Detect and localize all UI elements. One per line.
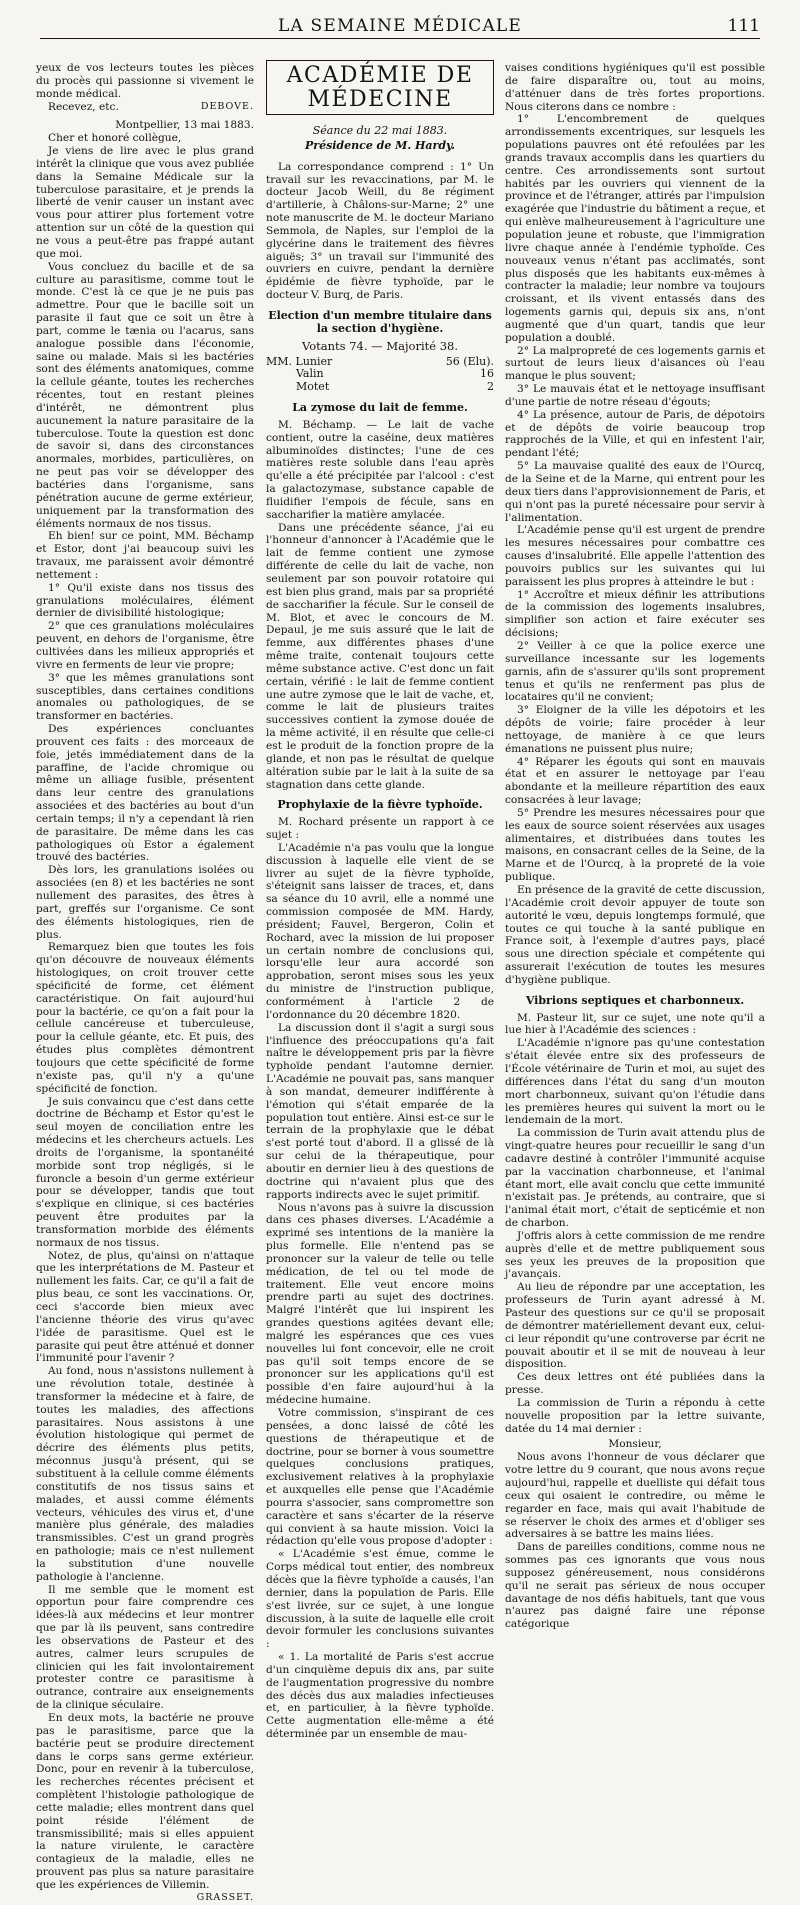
paragraph: 1° L'encombrement de quelques arrondissements excentriques, sur lesquels les populations pauvres ont été refoulées par les grands travaux accomplis dans les quartiers du centre. Ces arrondissements sont surtout habités par les ouvriers qui viennent de la province et de l'étranger, attirés par l'impulsion exagérée que l'industrie du bâtiment a reçue, et qui enlève malheureusement à l'agriculture une population jeune et robuste, que l'immigration livre chaque année à l'endémie typhoïde. Ces nouveaux venus n'étant pas acclimatés, sont plus disposés que les habitants eux-mêmes à contracter la maladie; leur nombre va toujours croissant, et ils vivent entassés dans des logements garnis qui, depuis six ans, n'ont augmenté que d'un quart, tandis que leur population a doublé. [505, 113, 765, 344]
vote-list [266, 356, 494, 395]
election-heading: Election d'un membre titulaire dans la section d'hygiène. [268, 308, 492, 335]
paragraph: Au fond, nous n'assistons nullement à une révolution totale, destinée à transformer la médecine et à faire, de toutes les maladies, des affections parasitaires. Nous assistons à une évolution histologique qui permet de décrire des éléments plus petits, méconnus jusqu'à présent, qui se substituent à la cellule comme éléments constitutifs de nos tissus sains et malades, et aussi comme éléments vecteurs, véhicules des virus et, d'une manière plus générale, des maladies transmissibles. C'est un grand progrès en pathologie; mais ce n'est nullement la substitution d'une nouvelle pathologie à l'ancienne. [36, 1365, 254, 1583]
paragraph: 3° que les mêmes granulations sont susceptibles, dans certaines conditions anomales ou pathologiques, de se transformer en bactéries. [36, 671, 254, 723]
paragraph: 4° Réparer les égouts qui sont en mauvais état et en assurer le nettoyage par l'eau abondante et la meilleure répartition des eaux consacrées à leur lavage; [505, 755, 765, 807]
header-rule [40, 38, 760, 39]
vote-row: MM. Lunier 56 (Elu). [266, 354, 494, 368]
paragraph: 1° Accroître et mieux définir les attributions de la commission des logements insalubres, simplifier son action et faire exécuter ses décisions; [505, 588, 765, 640]
paragraph: Remarquez bien que toutes les fois qu'on découvre de nouveaux éléments histologiques, on croit trouver cette spécificité de forme, cet élément caractéristique. On fait aujourd'hui pour la bactérie, ce qu'on a fait pour la cellule cancéreuse et tuberculeuse, pour la cellule géante, etc. Et puis, des études plus complètes démontrent toujours que cette spécificité de forme n'existe pas, qu'il n'y a qu'une spécificité de fonction. [36, 941, 254, 1095]
paragraph: L'Académie n'ignore pas qu'une contestation s'était élevée entre six des professeurs de l'École vétérinaire de Turin et moi, au sujet des différences dans l'état du sang d'un mouton mort charbonneux, suivant qu'on l'étudie dans les premières heures qui suivent la mort ou le lendemain de la mort. [505, 1037, 765, 1127]
salutation: Cher et honoré collègue, [48, 132, 182, 145]
paragraph: 1° Qu'il existe dans nos tissus des granulations moléculaires, élément dernier de divisibilité histologique; [36, 581, 254, 620]
journal-title: LA SEMAINE MÉDICALE [277, 16, 523, 36]
paragraph: 5° La mauvaise qualité des eaux de l'Ourcq, de la Seine et de la Marne, qui entrent pour les deux tiers dans l'approvisionnement de Paris, et qui n'ont pas la pureté nécessaire pour servir à l'alimentation. [505, 460, 765, 524]
paragraph: La commission de Turin avait attendu plus de vingt-quatre heures pour recueillir le sang d'un cadavre destiné à contrôler l'immunité acquise par la vaccination charbonneuse, et l'animal étant mort, elle avait conclu que cette immunité n'existait pas. Je prétends, au contraire, que si l'animal était mort, c'était de septicémie et non de charbon. [505, 1127, 765, 1230]
paragraph: L'Académie pense qu'il est urgent de prendre les mesures nécessaires pour combattre ces causes d'insalubrité. Elle appelle l'attention des pouvoirs publics sur les suivantes qui lui paraissent les plus propres à atteindre le but : [505, 524, 765, 588]
paragraph: Dès lors, les granulations isolées ou associées (en 8) et les bactéries ne sont nullement des parasites, des êtres à part, greffés sur l'organisme. Ce sont des éléments histologiques, rien de plus. [36, 864, 254, 941]
paragraph: La commission de Turin a répondu à cette nouvelle proposition par la lettre suivante, datée du 14 mai dernier : [505, 1396, 765, 1435]
paragraph: M. Béchamp. — Le lait de vache contient, outre la caséine, deux matières albuminoïdes distinctes; l'une de ces matières reste soluble dans l'eau après qu'elle a été précipitée par l'alcool : c'est la galactozymase, substance capable de fluidifier l'empois de fécule, sans en saccharifier la matière amylacée. [266, 418, 494, 521]
typhoide-heading: Prophylaxie de la fièvre typhoïde. [277, 798, 483, 812]
paragraph: 5° Prendre les mesures nécessaires pour que les eaux de source soient réservées aux usages alimentaires, et distribuées dans toutes les maisons, en consacrant celles de la Seine, de la Marne et de l'Ourcq, à la propreté de la voie publique. [505, 806, 765, 884]
paragraph: M. Pasteur lit, sur ce sujet, une note qu'il a lue hier à l'Académie des sciences : [505, 1011, 765, 1037]
letter-salutation: Recevez, etc. DEBOVE. [48, 100, 254, 113]
column-3 [505, 62, 765, 1631]
vote-row: Valin 16 [296, 367, 494, 381]
paragraph: 2° Veiller à ce que la police exerce une surveillance incessante sur les logements garnis, afin de s'assurer qu'ils sont proprement tenus et qu'ils ne renferment pas plus de locataires qu'il ne convient; [505, 639, 765, 704]
paragraph: Je suis convaincu que c'est dans cette doctrine de Béchamp et Estor qu'est le seul moyen de conciliation entre les médecins et les chercheurs actuels. Les droits de l'organisme, la spontanéité morbide sont trop négligés, si le furoncle a besoin d'un germe extérieur pour se développer, tandis que tout s'explique en clinique, si ces bactéries peuvent être produites par la transformation morbide des éléments normaux de nos tissus. [36, 1095, 254, 1249]
paragraph: Vous concluez du bacille et de sa culture au parasitisme, comme tout le monde. C'est là ce que je ne puis pas admettre. Pour que le bacille soit un parasite il faut que ce soit un être à part, comme le tænia ou l'acarus, sans analogue possible dans l'économie, saine ou malade. Mais si les bactéries sont des éléments anatomiques, comme la cellule géante, toutes les recherches récentes, tout en restant pleines d'intérêt, ne démontrent plus aucunement la nature parasitaire de la tuberculose. Toute la question est donc de savoir si, dans des circonstances anormales, morbides, particulières, on ne peut pas voir se développer des bactéries dans l'organisme, sans pénétration aucune de germe extérieur, uniquement par la transformation des éléments normaux de nos tissus. [36, 260, 254, 530]
correspondence: La correspondance comprend : 1° Un travail sur les revaccinations, par M. le docteur Jacob Weill, du 8e régiment d'artillerie, à Châlons-sur-Marne; 2° une note manuscrite de M. le docteur Mariano Semmola, de Naples, sur l'emploi de la glycérine dans le traitement des fièvres aiguës; 3° un travail sur l'immunité des ouvriers en cuivre, pendant la dernière épidémie de fièvre typhoïde, par le docteur V. Burq, de Paris. [266, 160, 494, 302]
paragraph: 2° que ces granulations moléculaires peuvent, en dehors de l'organisme, être cultivées dans les milieux appropriés et vivre en ferments de leur vie propre; [36, 620, 254, 671]
paragraph: Nous avons l'honneur de vous déclarer que votre lettre du 9 courant, que nous avons reçue aujourd'hui, rappelle et duelliste qui défait tous ceux qui osaient le contredire, ou même le regarder en face, mais qui avait l'habitude de se réserver le choix des armes et d'obliger ses adversaires à se battre les mains liées. [505, 1451, 765, 1541]
vote-row: Motet 2 [296, 380, 494, 394]
paragraph: Des expériences concluantes prouvent ces faits : des morceaux de foie, jetés immédiatement dans de la paraffine, de l'acide chromique ou même un alliage fusible, présentent dans leur centre des granulations associées et des bactéries au bout d'un certain temps; il n'y a cependant là rien de parasitaire. De même dans les cas pathologiques où Estor a également trouvé des bactéries. [36, 723, 254, 864]
votes-summary: Votants 74. — Majorité 38. [301, 338, 458, 353]
paragraph: Eh bien! sur ce point, MM. Béchamp et Estor, dont j'ai beaucoup suivi les travaux, me paraissent avoir démontré nettement : [36, 530, 254, 581]
page-number: 111 [727, 16, 760, 36]
paragraph: La discussion dont il s'agit a surgi sous l'influence des préoccupations qu'a fait naître le développement pris par la fièvre typhoïde pendant l'automne dernier. L'Académie ne pouvait pas, sans manquer à son mandat, demeurer indifférente à l'émotion qui s'était emparée de la population tout entière. Ainsi est-ce sur le terrain de la prophylaxie que le débat s'est porté tout d'abord. Il a glissé de là sur celui de la thérapeutique, pour aboutir en dernier lieu à des questions de doctrine qui n'avaient plus que des rapports indirects avec le sujet primitif. [266, 1021, 494, 1201]
paragraph: « 1. La mortalité de Paris s'est accrue d'un cinquième depuis dix ans, par suite de l'augmentation progressive du nombre des décès dus aux maladies infectieuses et, en particulier, à la fièvre typhoïde. Cette augmentation elle-même a été déterminée par un ensemble de mau- [266, 1651, 494, 1741]
paragraph: Dans une précédente séance, j'ai eu l'honneur d'annoncer à l'Académie que le lait de femme contient une zymose différente de celle du lait de vache, non seulement par son pouvoir rotatoire qui est bien plus grand, mais par sa propriété de saccharifier la fécule. Sur le conseil de M. Blot, et avec le concours de M. Depaul, je me suis assuré que le lait de femme, aux différentes phases d'une même traite, contenait toujours cette même substance active. C'est donc un fait certain, vérifié : le lait de femme contient une autre zymose que le lait de vache, et, comme le lait de plusieurs traites successives contient la zymose douée de la même activité, il en résulte que celle-ci est le produit de la fonction propre de la glande, et non pas le résultat de quelque altération subie par le lait à la suite de sa stagnation dans cette glande. [266, 521, 494, 791]
paragraph: En deux mots, la bactérie ne prouve pas le parasitisme, parce que la bactérie peut se produire directement dans le corps sans germe extérieur. Donc, pour en revenir à la tuberculose, les recherches récentes précisent et complètent l'histologie pathologique de cette maladie; elles montrent dans quel point réside l'élément de transmissibilité; mais si elles appuient la nature virulente, le caractère contagieux de la maladie, elles ne prouvent pas plus sa nature parasitaire que les expériences de Villemin. [36, 1712, 254, 1891]
signature: GRASSET. [196, 1891, 254, 1903]
paragraph: M. Rochard présente un rapport à ce sujet : [266, 816, 494, 842]
zymose-heading: La zymose du lait de femme. [292, 401, 468, 415]
paragraph: 3° Le mauvais état et le nettoyage insuffisant d'une partie de notre réseau d'égouts; [505, 383, 765, 408]
column-1 [36, 62, 254, 1903]
dateline: Montpellier, 13 mai 1883. [115, 119, 254, 132]
paragraph: Nous n'avons pas à suivre la discussion dans ces phases diverses. L'Académie a exprimé ses intentions de la manière la plus formelle. Elle n'entend pas se prononcer sur la valeur de telle ou telle médication, de tel ou tel mode de traitement. Elle veut encore moins prendre parti au sujet des doctrines. Malgré l'intérêt que lui inspirent les grandes questions agitées devant elle; malgré les espérances que ces vues nouvelles lui font concevoir, elle ne croit pas qu'il soit temps encore de se prononcer sur les applications qu'il est possible d'en faire aujourd'hui à la médecine humaine. [266, 1201, 494, 1407]
signature: DEBOVE. [200, 100, 254, 112]
paragraph: Il me semble que le moment est opportun pour faire comprendre ces idées-là aux médecins et leur montrer que par là ils peuvent, sans contredire les observations de Pasteur et des autres, calmer leurs scrupules de clinicien qui les fait involontairement protester contre ce parasitisme à outrance, contraire aux enseignements de la clinique séculaire. [36, 1583, 254, 1712]
column-2 [266, 62, 494, 1741]
letter-closing: yeux de vos lecteurs toutes les pièces du procès qui passionne si vivement le monde médical. [36, 62, 254, 100]
paragraph: Notez, de plus, qu'ainsi on n'attaque que les interprétations de M. Pasteur et nullement les faits. Car, ce qu'il a fait de plus beau, ce sont les vaccinations. Or, ceci s'accorde bien mieux avec l'ancienne théorie des virus qu'avec l'idée de parasitisme. Quel est le parasite qui peut être atténué et donner l'immunité pour l'avenir ? [36, 1249, 254, 1365]
paragraph: Au lieu de répondre par une acceptation, les professeurs de Turin ayant adressé à M. Pasteur des questions sur ce qu'il se proposait de démontrer matériellement devant eux, celui-ci leur répondit qu'une controverse par écrit ne pouvait aboutir et il se mit de nouveau à leur disposition. [505, 1281, 765, 1371]
paragraph: En présence de la gravité de cette discussion, l'Académie croit devoir appuyer de toute son autorité le vœu, depuis longtemps formulé, que toutes ce qui touche à la santé publique en France soit, à l'exemple d'autres pays, placé sous une direction spéciale et compétente qui assurerait l'exécution de toutes les mesures d'hygiène publique. [505, 884, 765, 986]
paragraph: Dans de pareilles conditions, comme nous ne sommes pas ces ignorants que vous nous supposez généreusement, nous considérons qu'il ne serait pas sérieux de nous occuper davantage de nos défis habituels, tant que vous n'aurez pas daigné faire une réponse catégorique [505, 1541, 765, 1631]
letter-salutation: Monsieur, [608, 1438, 662, 1451]
paragraph: vaises conditions hygiéniques qu'il est possible de faire disparaître ou, tout au moins, d'atténuer dans de très fortes proportions. Nous citerons dans ce nombre : [505, 62, 765, 113]
academy-heading [266, 60, 494, 115]
paragraph: L'Académie n'a pas voulu que la longue discussion à laquelle elle vient de se livrer au sujet de la fièvre typhoïde, s'éteignit sans laisser de traces, et, dans sa séance du 10 avril, elle a nommé une commission composée de MM. Hardy, président; Fauvel, Bergeron, Colin et Rochard, avec la mission de lui proposer un certain nombre de conclusions qui, lorsqu'elle leur aura accordé son approbation, seront mises sous les yeux du ministre de l'instruction publique, conformément à l'article 2 de l'ordonnance du 20 décembre 1820. [266, 841, 494, 1021]
section-title: ACADÉMIE DE MÉDECINE [266, 60, 494, 115]
session-date: Séance du 22 mai 1883. [312, 124, 448, 137]
running-head [40, 14, 760, 40]
presidency: Présidence de M. Hardy. [305, 138, 455, 152]
paragraph: Votre commission, s'inspirant de ces pensées, a donc laissé de côté les questions de thérapeutique et de doctrine, pour se borner à vous soumettre quelques conclusions pratiques, exclusivement relatives à la prophylaxie et auxquelles elle pense que l'Académie pourra s'associer, sans compromettre son caractère et sans s'écarter de la réserve qui convient à sa haute mission. Voici la rédaction qu'elle vous propose d'adopter : [266, 1407, 494, 1548]
paragraph: Je viens de lire avec le plus grand intérêt la clinique que vous avez publiée dans la Semaine Médicale sur la tuberculose parasitaire, et je prends la liberté de venir causer un instant avec vous pour attirer plus fortement votre attention sur un côté de la question qui ne vous a peut-être pas frappé autant que moi. [36, 145, 254, 260]
paragraph: 3° Eloigner de la ville les dépotoirs et les dépôts de voirie; faire procéder à leur nettoyage, de manière à ce que leurs émanations ne puissent plus nuire; [505, 704, 765, 755]
paragraph: J'offris alors à cette commission de me rendre auprès d'elle et de mettre publiquement sous ses yeux les preuves de la proposition que j'avançais. [505, 1229, 765, 1281]
paragraph: « L'Académie s'est émue, comme le Corps médical tout entier, des nombreux décès que la fièvre typhoïde a causés, l'an dernier, dans la population de Paris. Elle s'est livrée, sur ce sujet, à une longue discussion, à la suite de laquelle elle croit devoir formuler les conclusions suivantes : [266, 1548, 494, 1651]
paragraph: 2° La malpropreté de ces logements garnis et surtout de leurs lieux d'aisances où l'eau manque le plus souvent; [505, 344, 765, 383]
paragraph: Ces deux lettres ont été publiées dans la presse. [505, 1371, 765, 1397]
vibrions-heading: Vibrions septiques et charbonneux. [525, 993, 745, 1007]
paragraph: 4° La présence, autour de Paris, de dépotoirs et de dépôts de voirie beaucoup trop rapprochés de la Ville, et qui en infestent l'air, pendant l'été; [505, 408, 765, 460]
